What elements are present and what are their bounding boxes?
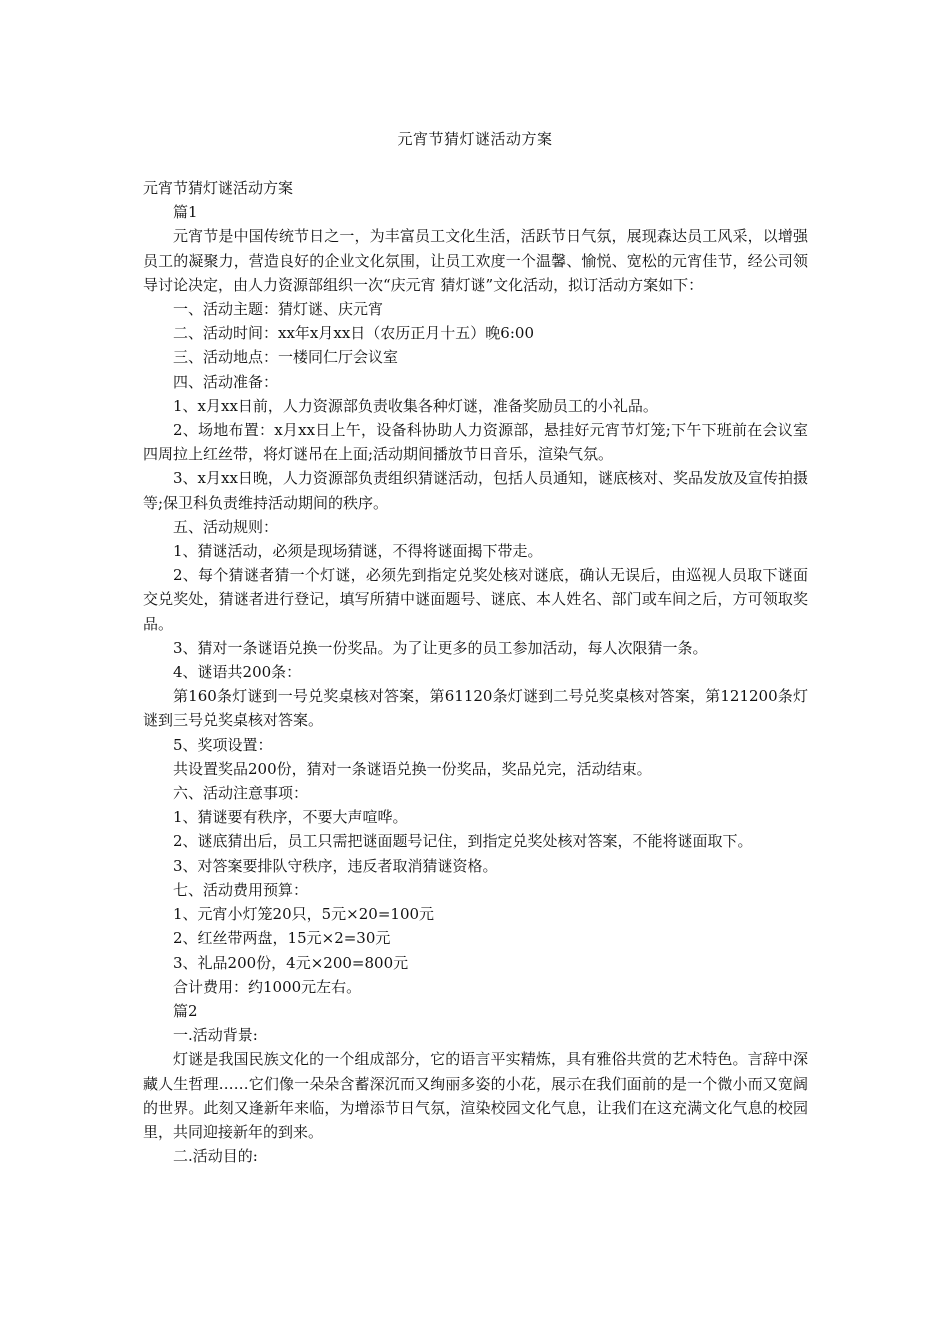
- paragraph-7: 1、x月xx日前，人力资源部负责收集各种灯谜，准备奖励员工的小礼品。: [173, 396, 658, 415]
- paragraph-10: 五、活动规则：: [173, 517, 279, 536]
- paragraph-28: 一.活动背景:: [173, 1026, 258, 1045]
- paragraph-6: 四、活动准备：: [173, 372, 279, 391]
- paragraph-20: 2、谜底猜出后，员工只需把谜面题号记住，到指定兑奖处核对答案，不能将谜面取下。: [173, 832, 753, 851]
- paragraph-25: 3、礼品200份，4元×200=800元: [173, 953, 409, 972]
- paragraph-8: 2、场地布置：x月xx日上午，设备科协助人力资源部，悬挂好元宵节灯笼;下午下班前在会议室四周拉上红丝带，将灯谜吊在上面;活动期间播放节日音乐，渲染气氛。: [143, 421, 808, 464]
- paragraph-30: 二.活动目的:: [173, 1147, 258, 1166]
- paragraph-17: 共设置奖品200份，猜对一条谜语兑换一份奖品，奖品兑完，活动结束。: [173, 759, 652, 778]
- paragraph-14: 4、谜语共200条：: [173, 663, 302, 682]
- paragraph-24: 2、红丝带两盘，15元×2=30元: [173, 929, 391, 948]
- paragraph-15: 第160条灯谜到一号兑奖桌核对答案，第61120条灯谜到二号兑奖桌核对答案，第121200条灯谜到三号兑奖桌核对答案。: [143, 687, 808, 730]
- paragraph-22: 七、活动费用预算：: [173, 880, 309, 899]
- paragraph-16: 5、奖项设置：: [173, 735, 273, 754]
- document-title: 元宵节猜灯谜活动方案: [397, 130, 553, 148]
- body-heading: 元宵节猜灯谜活动方案: [143, 179, 294, 197]
- paragraph-9: 3、x月xx日晚，人力资源部负责组织猜谜活动，包括人员通知，谜底核对、奖品发放及宣传拍摄等;保卫科负责维持活动期间的秩序。: [143, 469, 808, 512]
- paragraph-2: 元宵节是中国传统节日之一，为丰富员工文化生活，活跃节日气氛，展现森达员工风采，以增强员工的凝聚力，营造良好的企业文化氛围，让员工欢度一个温馨、愉悦、宽松的元宵佳节，经公司领导讨论决定，由人力资源部组织一次“庆元宵 猜灯谜”文化活动，拟订活动方案如下：: [143, 227, 808, 294]
- document-body: [143, 176, 808, 1168]
- paragraph-1: 篇1: [173, 203, 198, 222]
- paragraph-29: 灯谜是我国民族文化的一个组成部分，它的语言平实精炼，具有雅俗共赏的艺术特色。言辞中深藏人生哲理……它们像一朵朵含蓄深沉而又绚丽多姿的小花，展示在我们面前的是一个微小而又宽阔的世界。此刻又逢新年来临，为增添节日气氛，渲染校园文化气息，让我们在这充满文化气息的校园里，共同迎接新年的到来。: [143, 1050, 808, 1141]
- paragraph-4: 二、活动时间：xx年x月xx日（农历正月十五）晚6:00: [173, 324, 534, 343]
- paragraph-13: 3、猜对一条谜语兑换一份奖品。为了让更多的员工参加活动，每人次限猜一条。: [173, 638, 708, 657]
- paragraph-19: 1、猜谜要有秩序，不要大声喧哗。: [173, 808, 408, 827]
- paragraph-18: 六、活动注意事项：: [173, 784, 309, 803]
- paragraph-21: 3、对答案要排队守秩序，违反者取消猜谜资格。: [173, 856, 498, 875]
- paragraph-11: 1、猜谜活动，必须是现场猜谜，不得将谜面揭下带走。: [173, 542, 543, 561]
- paragraph-23: 1、元宵小灯笼20只，5元×20=100元: [173, 905, 435, 924]
- paragraph-3: 一、活动主题：猜灯谜、庆元宵: [173, 300, 384, 319]
- paragraph-26: 合计费用：约1000元左右。: [173, 977, 362, 996]
- paragraph-5: 三、活动地点：一楼同仁厅会议室: [173, 348, 399, 367]
- paragraph-27: 篇2: [173, 1001, 198, 1020]
- paragraph-12: 2、每个猜谜者猜一个灯谜，必须先到指定兑奖处核对谜底，确认无误后，由巡视人员取下谜面交兑奖处，猜谜者进行登记，填写所猜中谜面题号、谜底、本人姓名、部门或车间之后，方可领取奖品。: [143, 566, 808, 633]
